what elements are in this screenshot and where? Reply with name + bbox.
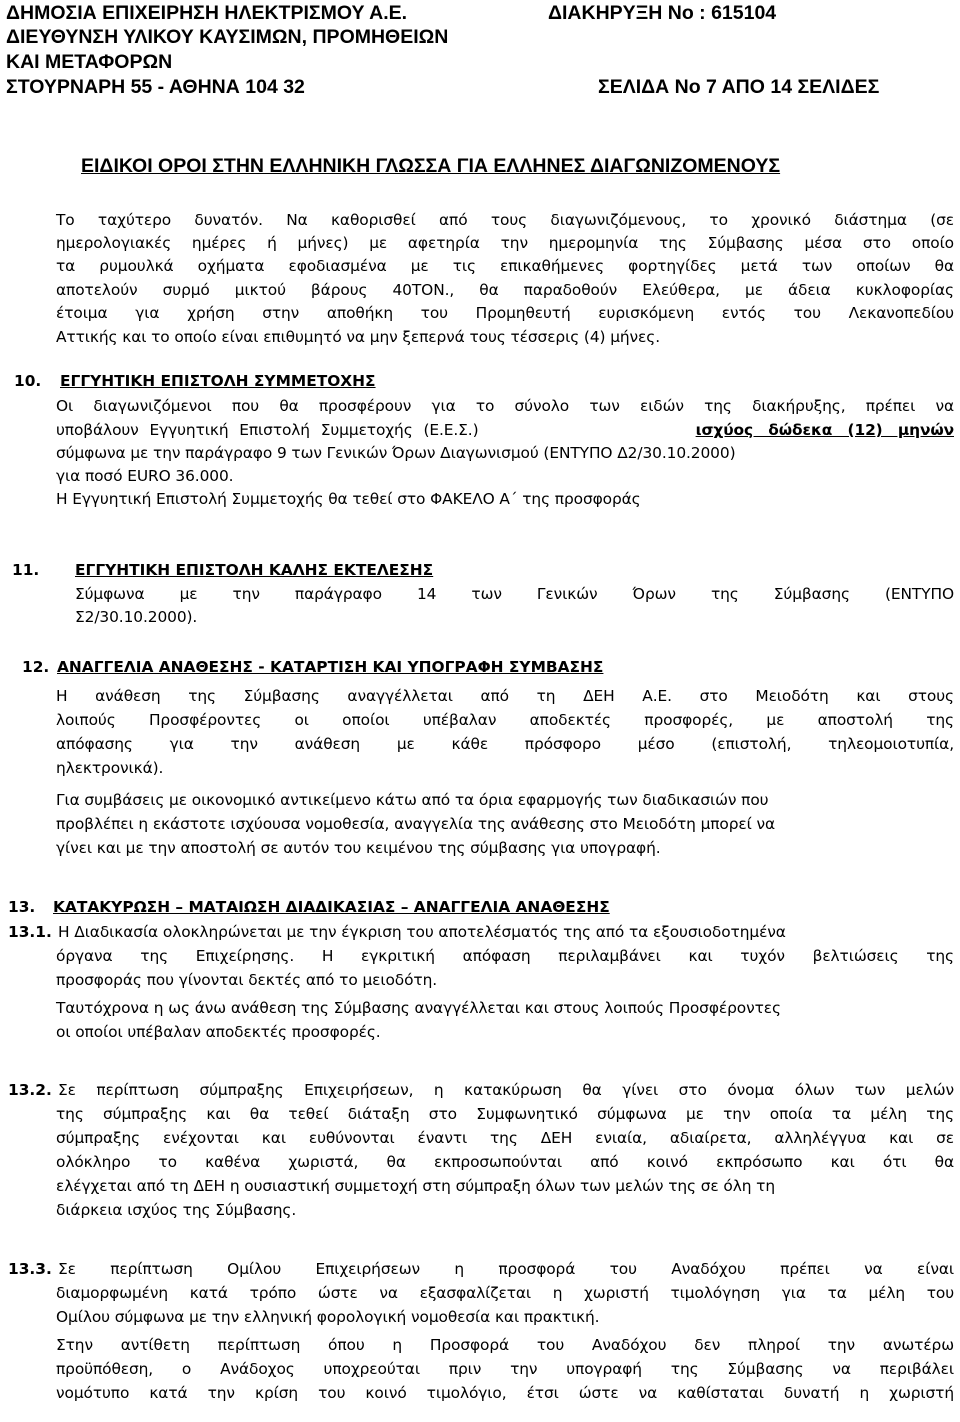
section-heading: ΕΓΓΥΗΤΙΚΗ ΕΠΙΣΤΟΛΗ ΚΑΛΗΣ ΕΚΤΕΛΕΣΗΣ xyxy=(75,561,434,579)
section-text: λοιπούς Προσφέροντες οι οποίοι υπέβαλαν αποδεκτές προσφορές, με αποστολή της xyxy=(56,711,954,729)
section-text: Σ2/30.10.2000). xyxy=(75,608,198,626)
section-text: οι οποίοι υπέβαλαν αποδεκτές προσφορές. xyxy=(56,1023,381,1041)
section-text: σύμπραξης ενέχονται και ευθύνονται έναντι της ΔΕΗ ενιαία, αδιαίρετα, αλληλέγγυα και σε xyxy=(56,1129,954,1147)
section-text: για ποσό EURO 36.000. xyxy=(56,467,234,485)
company-name: ΔΗΜΟΣΙΑ ΕΠΙΧΕΙΡΗΣΗ ΗΛΕΚΤΡΙΣΜΟΥ Α.Ε. xyxy=(6,2,408,24)
subsection-number: 13.2. xyxy=(8,1081,52,1099)
company-address: ΣΤΟΥΡΝΑΡΗ 55 - ΑΘΗΝΑ 104 32 xyxy=(6,76,305,98)
section-text: Για συμβάσεις με οικονομικό αντικείμενο κάτω από τα όρια εφαρμογής των διαδικασιών που xyxy=(56,791,769,809)
section-text: ελέγχεται από τη ΔΕΗ η ουσιαστική συμμετοχή στη σύμπραξη όλων των μελών της σε όλη τη xyxy=(56,1177,776,1195)
section-text: διαμορφωμένη κατά τρόπο ώστε να εξασφαλίζεται η χωριστή τιμολόγηση για τα μέλη του xyxy=(56,1284,954,1302)
department-name: ΔΙΕΥΘΥΝΣΗ ΥΛΙΚΟΥ ΚΑΥΣΙΜΩΝ, ΠΡΟΜΗΘΕΙΩΝ xyxy=(6,26,449,48)
section-text: προσφοράς που γίνονται δεκτές από το μειοδότη. xyxy=(56,971,438,989)
section-text: όργανα της Επιχείρησης. Η εγκριτική απόφαση περιλαμβάνει και τυχόν βελτιώσεις της xyxy=(56,947,954,965)
section-text: Η ανάθεση της Σύμβασης αναγγέλλεται από τη ΔΕΗ Α.Ε. στο Μειοδότη και στους xyxy=(56,687,954,705)
section-text: Η Εγγυητική Επιστολή Συμμετοχής θα τεθεί στο ΦΑΚΕΛΟ Α΄ της προσφοράς xyxy=(56,490,641,508)
section-text: Οι διαγωνιζόμενοι που θα προσφέρουν για το σύνολο των ειδών της διακήρυξης, πρέπει να xyxy=(56,397,954,415)
section-text: απόφασης για την ανάθεση με κάθε πρόσφορο μέσο (επιστολή, τηλεομοιοτυπία, xyxy=(56,735,954,753)
subsection-number: 13.1. xyxy=(8,923,52,941)
intro-line: Αττικής και το οποίο είναι επιθυμητό να μην ξεπερνά τους τέσσερις (4) μήνες. xyxy=(56,328,660,346)
section-number: 11. xyxy=(12,561,40,579)
section-text: Ταυτόχρονα η ως άνω ανάθεση της Σύμβασης αναγγέλλεται και στους λοιπούς Προσφέροντες xyxy=(56,999,781,1017)
section-heading: ΚΑΤΑΚΥΡΩΣΗ – ΜΑΤΑΙΩΣΗ ΔΙΑΔΙΚΑΣΙΑΣ – ΑΝΑΓΓΕΛΙΑ ΑΝΑΘΕΣΗΣ xyxy=(53,898,610,916)
section-text: Στην αντίθετη περίπτωση όπου η Προσφορά του Αναδόχου δεν πληροί την ανωτέρω xyxy=(56,1336,954,1354)
section-text: υποβάλουν Εγγυητική Επιστολή Συμμετοχής (Ε.Ε.Σ.) xyxy=(56,421,479,439)
section-text: ηλεκτρονικά). xyxy=(56,759,164,777)
intro-line: ημερολογιακές ημέρες ή μήνες) με αφετηρία την ημερομηνία της Σύμβασης μέσα στο οποίο xyxy=(56,234,954,252)
section-text: γίνει και με την αποστολή σε αυτόν του κειμένου της σύμβασης για υπογραφή. xyxy=(56,839,661,857)
section-heading: ΕΓΓΥΗΤΙΚΗ ΕΠΙΣΤΟΛΗ ΣΥΜΜΕΤΟΧΗΣ xyxy=(60,372,376,390)
page-title: ΕΙΔΙΚΟΙ ΟΡΟΙ ΣΤΗΝ ΕΛΛΗΝΙΚΗ ΓΛΩΣΣΑ ΓΙΑ ΕΛΛΗΝΕΣ ΔΙΑΓΩΝΙΖΟΜΕΝΟΥΣ xyxy=(81,155,781,177)
intro-line: έτοιμα για χρήση στην αποθήκη του Προμηθευτή ευρισκόμενη εντός του Λεκανοπεδίου xyxy=(56,304,954,322)
page-number: ΣΕΛΙΔΑ Νο 7 ΑΠΟ 14 ΣΕΛΙΔΕΣ xyxy=(598,76,880,98)
section-number: 10. xyxy=(14,372,42,390)
intro-line: τα ρυμουλκά οχήματα εφοδιασμένα με τις επικαθήμενες φορτηγίδες μετά των οποίων θα xyxy=(56,257,954,275)
section-text: διάρκεια ισχύος της Σύμβασης. xyxy=(56,1201,297,1219)
section-text: προβλέπει η εκάστοτε ισχύουσα νομοθεσία, αναγγελία της ανάθεσης στο Μειοδότη μπορεί να xyxy=(56,815,776,833)
section-text: νομότυπο κατά την κρίση του κοινό τιμολόγιο, έτσι ώστε να καθίσταται δυνατή η χωριστή xyxy=(56,1384,954,1402)
section-number: 12. xyxy=(22,658,50,676)
section-number: 13. xyxy=(8,898,36,916)
subsection-number: 13.3. xyxy=(8,1260,52,1278)
tender-number: ΔΙΑΚΗΡΥΞΗ Νο : 615104 xyxy=(548,2,777,24)
section-text: Ομίλου σύμφωνα με την ελληνική φορολογική νομοθεσία και πρακτική. xyxy=(56,1308,600,1326)
section-text: Η Διαδικασία ολοκληρώνεται με την έγκριση του αποτελέσματός της από τα εξουσιοδοτημένα xyxy=(58,923,786,941)
intro-line: Το ταχύτερο δυνατόν. Να καθορισθεί από τους διαγωνιζόμενους, το χρονικό διάστημα (σε xyxy=(56,211,954,229)
section-heading: ΑΝΑΓΓΕΛΙΑ ΑΝΑΘΕΣΗΣ - ΚΑΤΑΡΤΙΣΗ ΚΑΙ ΥΠΟΓΡΑΦΗ ΣΥΜΒΑΣΗΣ xyxy=(57,658,604,676)
section-text-row xyxy=(56,420,954,441)
section-text: Σε περίπτωση Ομίλου Επιχειρήσεων η προσφορά του Αναδόχου πρέπει να είναι xyxy=(58,1260,954,1278)
section-text: ολόκληρο το καθένα χωριστά, θα εκπροσωπούνται από κοινό εκπρόσωπο και ότι θα xyxy=(56,1153,954,1171)
validity-text: ισχύος δώδεκα (12) μηνών xyxy=(695,421,954,439)
section-text: Σύμφωνα με την παράγραφο 14 των Γενικών Όρων της Σύμβασης (ΕΝΤΥΠΟ xyxy=(75,585,954,603)
section-text: Σε περίπτωση σύμπραξης Επιχειρήσεων, η κατακύρωση θα γίνει στο όνομα όλων των μελών xyxy=(58,1081,954,1099)
section-text: προϋπόθεση, ο Ανάδοχος υποχρεούται πριν την υπογραφή της Σύμβασης να περιβάλει xyxy=(56,1360,954,1378)
intro-line: αποτελούν συρμό μικτού βάρους 40ΤΟΝ., θα παραδοθούν Ελεύθερα, με άδεια κυκλοφορίας xyxy=(56,281,954,299)
section-text: της σύμπραξης και θα τεθεί διάταξη στο Συμφωνητικό σύμφωνα με την οποία τα μέλη της xyxy=(56,1105,954,1123)
department-name-cont: ΚΑΙ ΜΕΤΑΦΟΡΩΝ xyxy=(6,51,173,73)
section-text: σύμφωνα με την παράγραφο 9 των Γενικών Όρων Διαγωνισμού (ΕΝΤΥΠΟ Δ2/30.10.2000) xyxy=(56,444,736,462)
